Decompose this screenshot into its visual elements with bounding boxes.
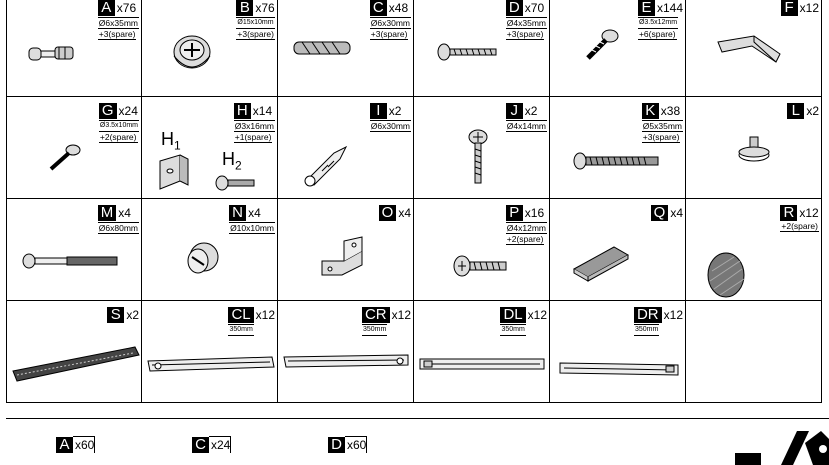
part-cell-p xyxy=(414,199,550,301)
parts-row-4 xyxy=(6,301,829,403)
adjustable-foot-icon xyxy=(736,135,772,165)
part-qty: x2 xyxy=(388,104,402,118)
part-letter: L xyxy=(787,103,804,119)
part-cell-a xyxy=(6,0,142,97)
bottom-tag-d: D x60 xyxy=(328,436,367,453)
part-cell-m xyxy=(6,199,142,301)
part-spec: Ø3.5x10mm xyxy=(99,120,139,132)
part-spare: +3(spare) xyxy=(642,132,680,142)
parts-row-2 xyxy=(6,97,829,199)
drawer-slide-icon xyxy=(418,353,548,375)
part-letter: K xyxy=(642,103,659,119)
part-cell-h xyxy=(142,97,278,199)
part-spec: Ø4x12mm xyxy=(506,223,546,233)
part-spare: +2(spare) xyxy=(99,132,137,142)
part-qty: x4 xyxy=(670,206,683,220)
drawer-slide-icon xyxy=(146,353,276,375)
part-letter: S xyxy=(107,307,124,323)
screw-threaded-icon xyxy=(572,149,662,173)
part-letter: A xyxy=(98,0,115,16)
part-cell-e xyxy=(550,0,686,97)
part-letter: CL xyxy=(228,307,253,323)
part-cell-c xyxy=(278,0,414,97)
part-letter: DL xyxy=(500,307,525,323)
part-qty: x12 xyxy=(799,1,819,15)
part-letter: H xyxy=(234,103,251,119)
part-spare: +3(spare) xyxy=(237,29,274,39)
part-qty: x16 xyxy=(524,206,545,220)
pan-head-screw-icon xyxy=(452,253,512,279)
part-qty: x76 xyxy=(255,1,275,15)
part-cell-j xyxy=(414,97,550,199)
part-letter: B xyxy=(236,0,253,16)
drawer-slide-icon xyxy=(282,351,412,373)
part-spec: 350mm xyxy=(500,324,525,336)
part-qty: x70 xyxy=(524,1,545,15)
part-cell-g xyxy=(6,97,142,199)
part-spec: Ø5x35mm xyxy=(642,121,682,131)
part-letter: R xyxy=(780,205,797,221)
part-qty: x2 xyxy=(806,104,819,118)
part-qty: x12 xyxy=(799,206,819,220)
handle-bracket-icon xyxy=(714,32,784,68)
part-letter: F xyxy=(781,0,798,16)
part-cell-dl xyxy=(414,301,550,403)
part-cell-cr xyxy=(278,301,414,403)
part-qty: x4 xyxy=(118,206,131,220)
part-qty: x12 xyxy=(391,308,411,322)
part-spec: Ø10x10mm xyxy=(230,223,274,233)
barrel-nut-icon xyxy=(182,239,222,279)
part-letter: CR xyxy=(362,307,390,323)
part-spare: +3(spare) xyxy=(370,29,408,39)
part-cell-f xyxy=(686,0,822,97)
part-qty: x2 xyxy=(524,104,538,118)
wood-shim-icon xyxy=(570,243,632,283)
support-rail-icon xyxy=(9,345,141,385)
part-cell-i xyxy=(278,97,414,199)
part-cell-empty xyxy=(686,301,822,403)
part-qty: x144 xyxy=(656,1,683,15)
part-spare: +3(spare) xyxy=(98,29,136,39)
part-spec: Ø6x80mm xyxy=(98,223,138,233)
part-letter: DR xyxy=(634,307,662,323)
part-qty: x24 xyxy=(118,104,138,118)
felt-pad-icon xyxy=(706,251,746,299)
part-qty: x14 xyxy=(252,104,273,118)
long-bolt-icon xyxy=(21,251,121,271)
part-letter: M xyxy=(98,205,117,221)
screw-long-icon xyxy=(436,42,502,62)
part-letter: O xyxy=(379,205,397,221)
part-cell-s xyxy=(6,301,142,403)
cam-bolt-icon xyxy=(27,42,77,66)
part-spec: 350mm xyxy=(362,324,387,336)
sub-label-h2: $H_2$ xyxy=(222,149,242,173)
part-cell-k xyxy=(550,97,686,199)
sub-label-h1: $H_1$ xyxy=(161,129,181,153)
part-qty: x12 xyxy=(663,308,683,322)
drawer-slide-icon xyxy=(558,357,684,379)
part-letter: I xyxy=(370,103,387,119)
part-spec: Ø3x16mm xyxy=(234,121,274,131)
part-cell-cl xyxy=(142,301,278,403)
part-spare: +3(spare) xyxy=(506,29,544,39)
part-letter: P xyxy=(506,205,523,221)
part-cell-o xyxy=(278,199,414,301)
part-qty: x4 xyxy=(248,206,261,220)
part-spec: 350mm xyxy=(228,324,253,336)
screw-small-icon xyxy=(43,143,83,173)
cam-lock-icon xyxy=(170,32,216,74)
bottom-tag-a: A x60 xyxy=(56,436,95,453)
wood-dowel-icon xyxy=(292,38,354,58)
part-qty: x12 xyxy=(255,308,275,322)
part-spare: +2(spare) xyxy=(781,221,818,231)
part-letter: Q xyxy=(651,205,669,221)
part-spec: Ø4x14mm xyxy=(506,121,546,131)
part-letter: N xyxy=(229,205,246,221)
screw-h2-icon xyxy=(214,171,258,193)
page-number-mark xyxy=(729,425,829,465)
part-cell-l xyxy=(686,97,822,199)
part-cell-n xyxy=(142,199,278,301)
part-spare: +1(spare) xyxy=(234,132,272,142)
parts-row-3 xyxy=(6,199,829,301)
part-cell-r xyxy=(686,199,822,301)
part-qty: x2 xyxy=(126,308,139,322)
part-qty: x4 xyxy=(398,206,411,220)
part-spec: Ø4x35mm xyxy=(506,18,546,28)
corner-bracket-icon xyxy=(156,151,192,195)
part-qty: x12 xyxy=(527,308,547,322)
bottom-tag-c: C x24 xyxy=(192,436,231,453)
parts-grid xyxy=(6,0,829,403)
part-letter: C xyxy=(370,0,387,16)
part-qty: x76 xyxy=(116,1,137,15)
part-letter: G xyxy=(99,103,117,119)
section-divider xyxy=(6,418,829,419)
wall-anchor-icon xyxy=(300,141,352,187)
part-cell-q xyxy=(550,199,686,301)
part-spec: Ø6x30mm xyxy=(370,121,410,131)
part-letter: E xyxy=(638,0,655,16)
angle-bracket-icon xyxy=(318,235,366,279)
part-cell-dr xyxy=(550,301,686,403)
part-spare: +6(spare) xyxy=(638,29,676,39)
parts-row-1 xyxy=(6,0,829,97)
part-qty: x38 xyxy=(660,104,681,118)
screw-short-icon xyxy=(580,28,620,64)
part-spec: 350mm xyxy=(634,324,659,336)
part-qty: x48 xyxy=(388,1,409,15)
part-cell-d xyxy=(414,0,550,97)
part-letter: D xyxy=(506,0,523,16)
part-spec: Ø3.5x12mm xyxy=(638,17,678,29)
screw-vertical-icon xyxy=(466,129,490,189)
part-spec: Ø6x30mm xyxy=(370,18,410,28)
part-spare: +2(spare) xyxy=(506,234,544,244)
part-cell-b xyxy=(142,0,278,97)
part-spec: Ø6x35mm xyxy=(98,18,138,28)
part-letter: J xyxy=(506,103,523,119)
part-spec: Ø15x10mm xyxy=(236,17,274,29)
